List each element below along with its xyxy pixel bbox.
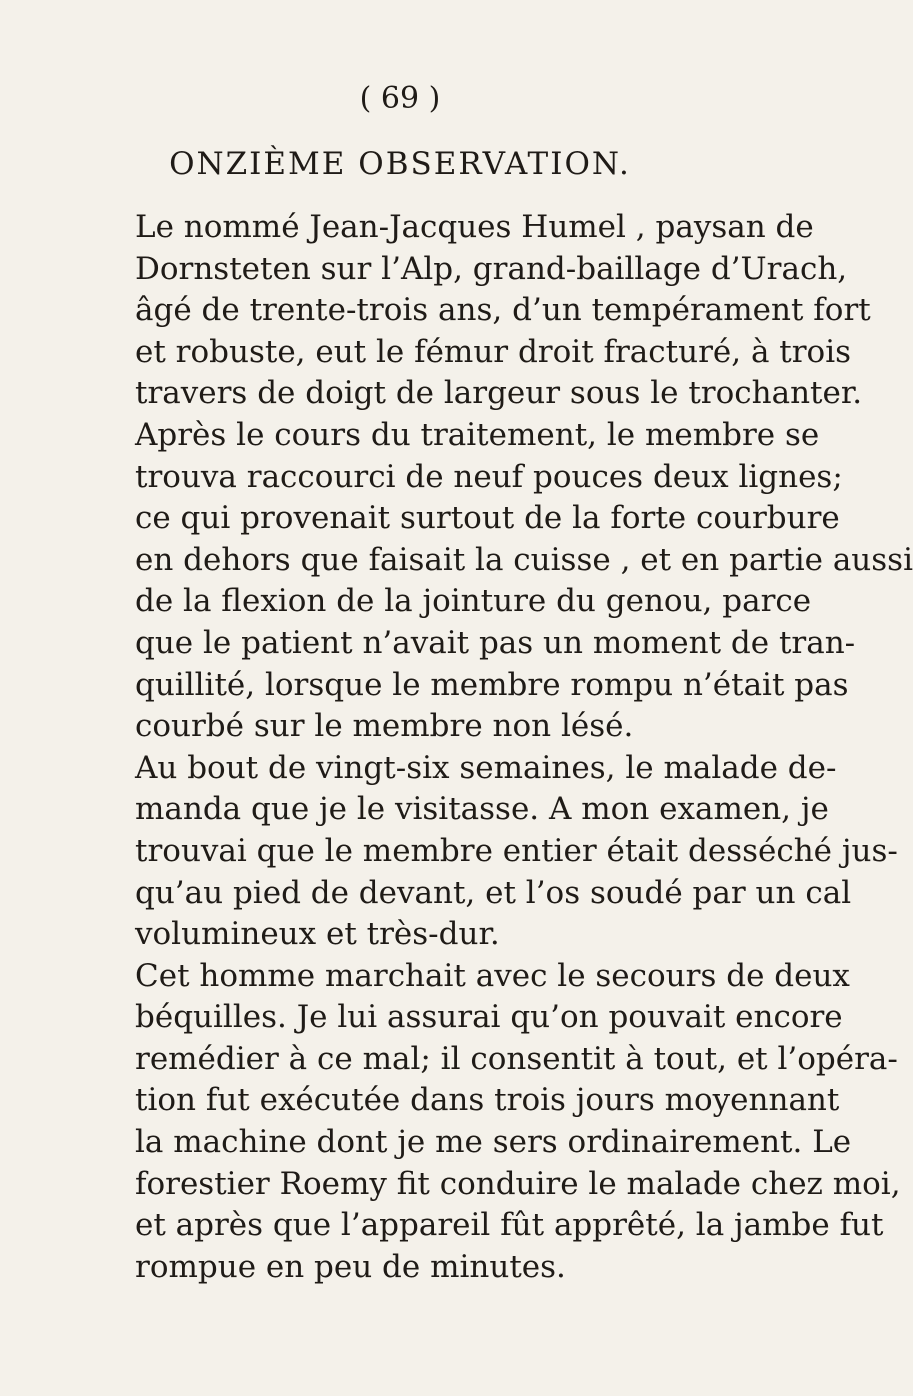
paragraph-3-line-2: manda que je le visitasse. A mon examen, je [135, 791, 829, 828]
paragraph-3-line-3: trouvai que le membre entier était desséché jus- [135, 832, 898, 869]
paragraph-3-line-4: qu’au pied de devant, et l’os soudé par un cal [135, 874, 852, 911]
paragraph-2-line-1: Après le cours du traitement, le membre se [135, 416, 820, 453]
paragraph-2-line-7: quillité, lorsque le membre rompu n’était pas [135, 666, 849, 703]
paragraph-3 [108, 748, 898, 956]
paragraph-4-line-5: la machine dont je me sers ordinairement. Le [135, 1124, 852, 1161]
paragraph-1-line-4: et robuste, eut le fémur droit fracturé, à trois [135, 333, 852, 370]
paragraph-1-line-5: travers de doigt de largeur sous le trochanter. [135, 375, 863, 412]
paragraph-2-line-6: que le patient n’avait pas un moment de tran- [135, 624, 856, 661]
paragraph-4-line-3: remédier à ce mal; il consentit à tout, et l’opéra- [135, 1040, 898, 1077]
paragraph-4-line-8: rompue en peu de minutes. [135, 1248, 566, 1285]
paragraph-1-line-1: Le nommé Jean-Jacques Humel , paysan de [135, 209, 814, 245]
paragraph-1 [108, 207, 871, 415]
paragraph-2-line-4: en dehors que faisait la cuisse , et en partie aussi [135, 541, 913, 578]
paragraph-4-line-7: et après que l’appareil fût apprêté, la jambe fut [135, 1207, 884, 1244]
observation-title: ONZIÈME OBSERVATION. [169, 146, 631, 182]
paragraph-2-line-3: ce qui provenait surtout de la forte courbure [135, 500, 840, 537]
paragraph-2-line-8: courbé sur le membre non lésé. [135, 708, 634, 745]
paragraph-4-line-4: tion fut exécutée dans trois jours moyennant [135, 1082, 840, 1119]
paragraph-4-line-1: Cet homme marchait avec le secours de deux [135, 957, 850, 994]
paragraph-3-line-5: volumineux et très-dur. [135, 916, 500, 953]
paragraph-1-line-3: âgé de trente-trois ans, d’un tempérament fort [135, 292, 871, 329]
paragraph-1-line-2: Dornsteten sur l’Alp, grand-baillage d’Urach, [135, 250, 848, 287]
paragraph-2-line-2: trouva raccourci de neuf pouces deux lignes; [135, 458, 843, 495]
paragraph-4 [108, 956, 901, 1289]
paragraph-2-line-5: de la flexion de la jointure du genou, parce [135, 583, 812, 620]
paragraph-4-line-2: béquilles. Je lui assurai qu’on pouvait encore [135, 999, 843, 1036]
paragraph-4-line-6: forestier Roemy fit conduire le malade chez moi, [135, 1165, 901, 1202]
body-text [108, 207, 913, 1288]
page-number: ( 69 ) [359, 81, 441, 116]
paragraph-3-line-1: Au bout de vingt-six semaines, le malade de- [135, 749, 837, 786]
paragraph-2 [108, 415, 913, 748]
